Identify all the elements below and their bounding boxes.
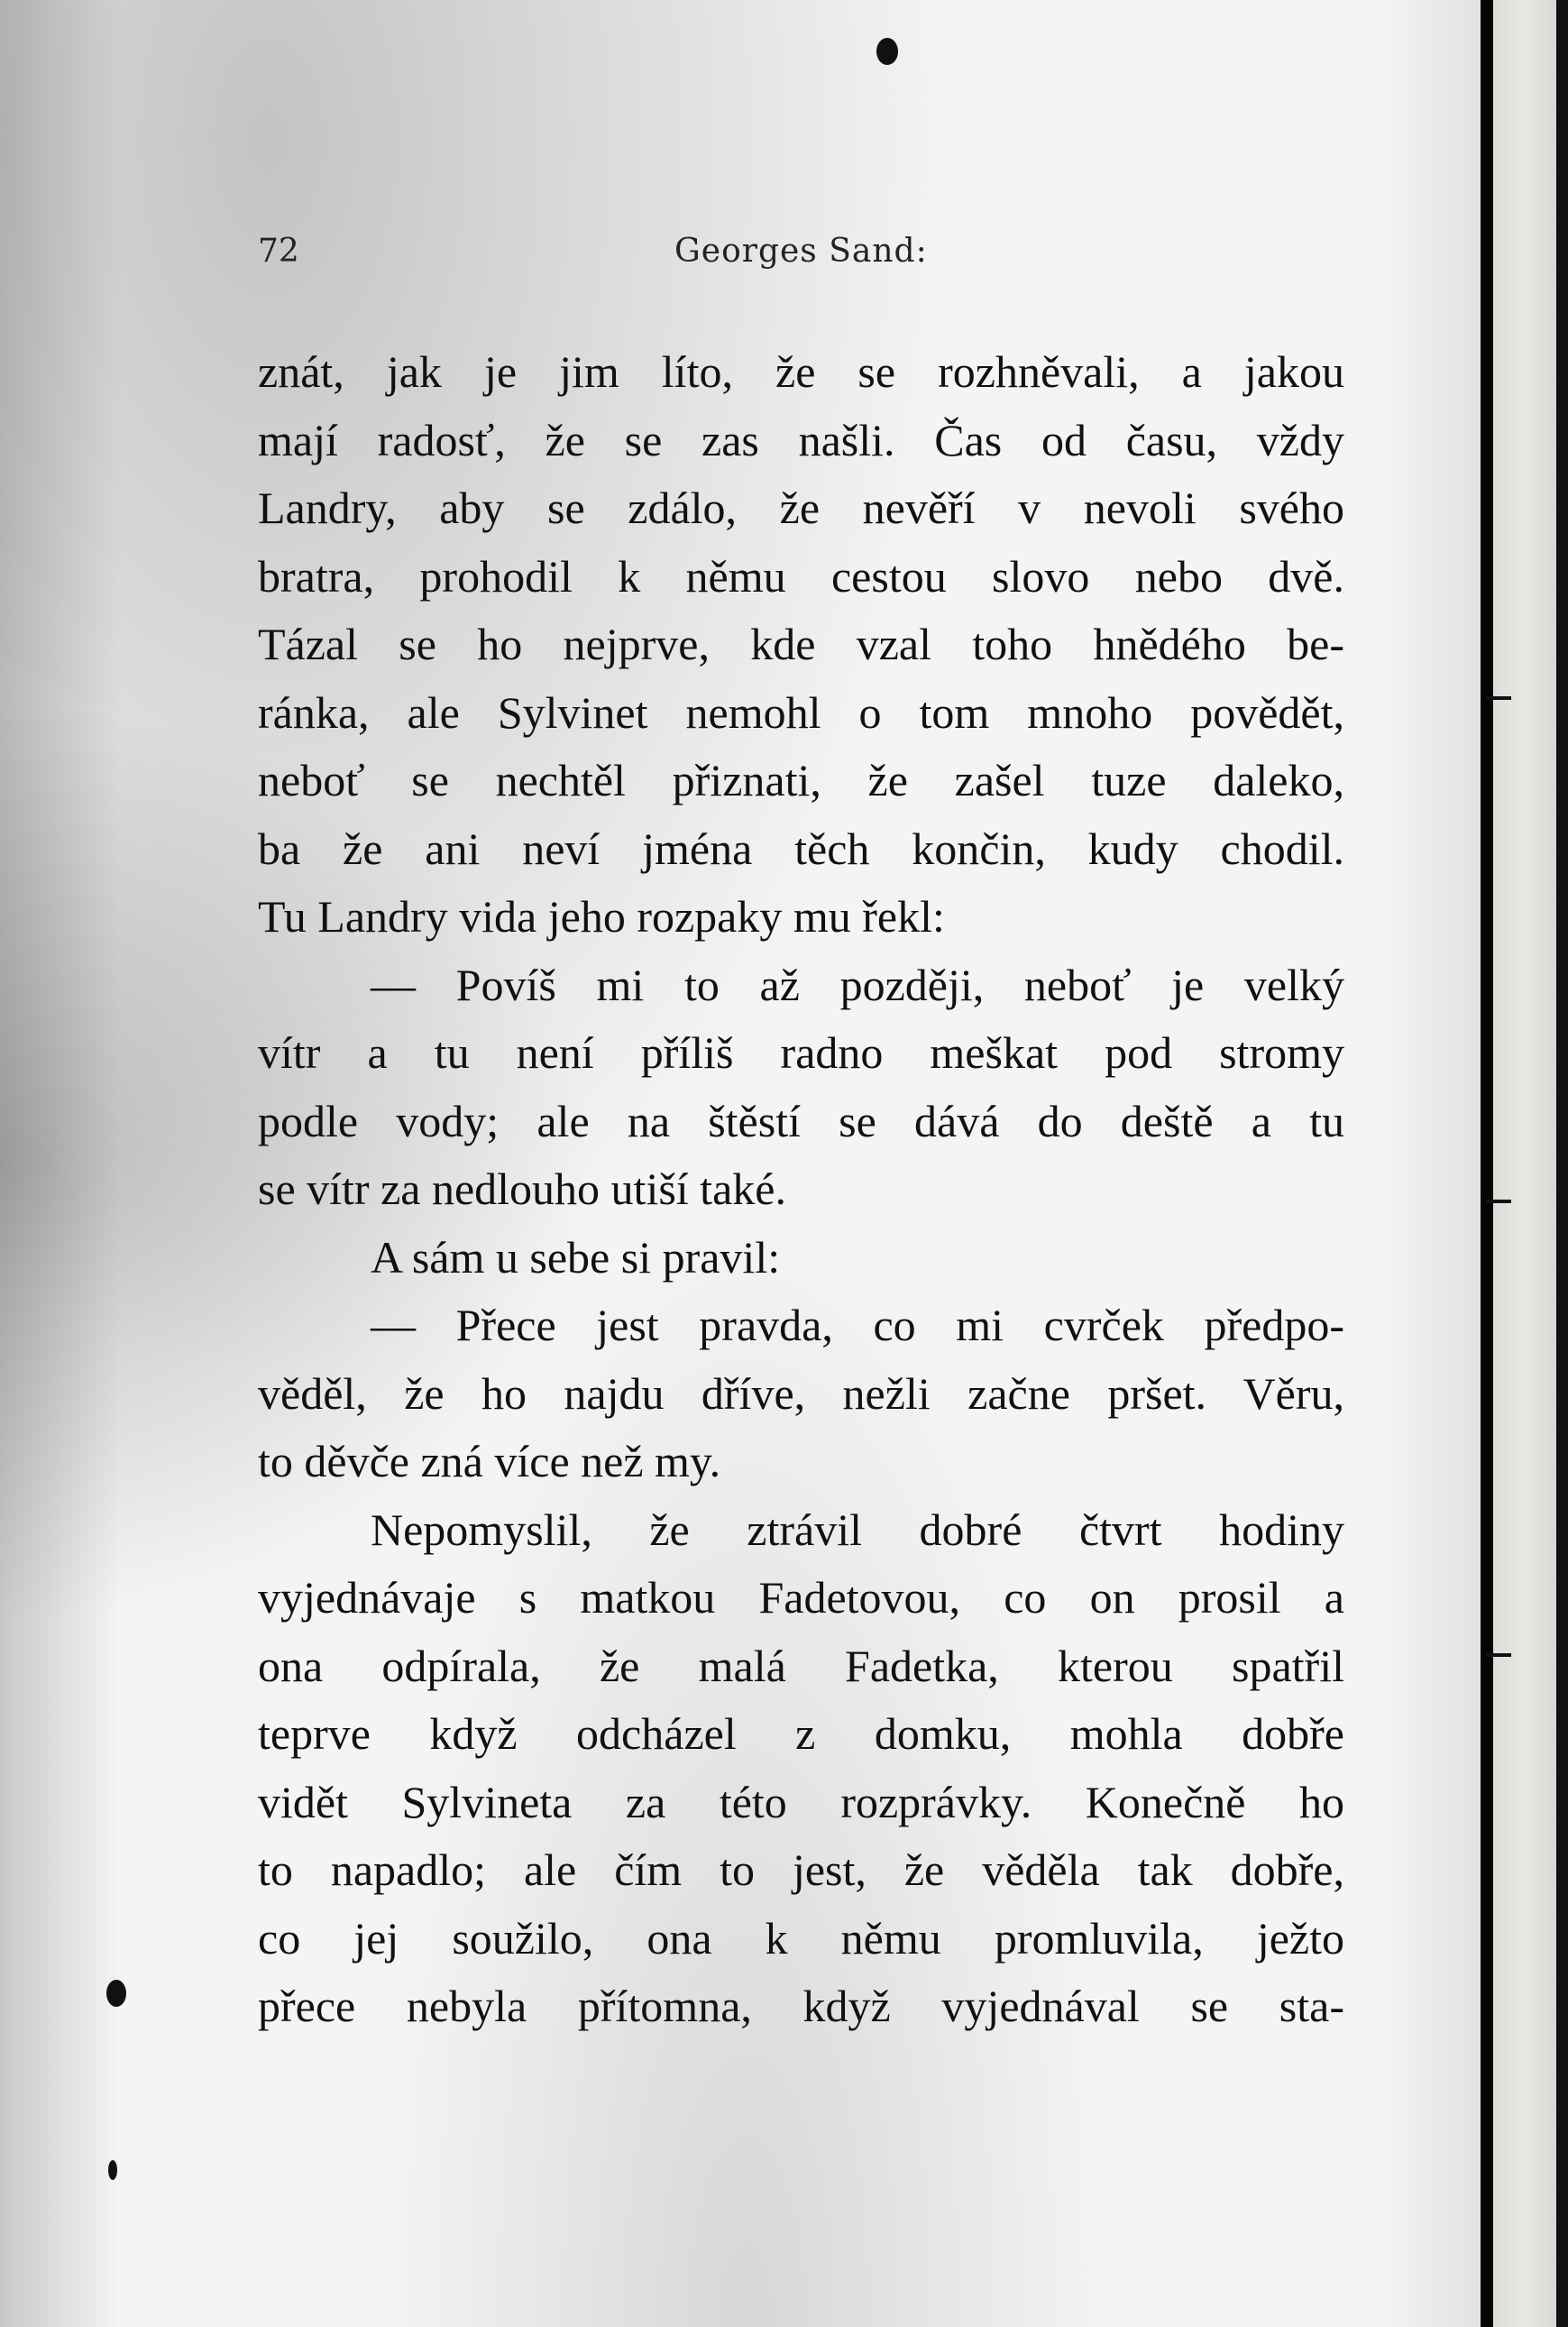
text-line: podle vody; ale na štěstí se dává do deště a tu [258, 1095, 1344, 1146]
text-line: znát, jak je jim líto, že se rozhněvali, a jakou [258, 346, 1344, 397]
text-line: se vítr za nedlouho utiší také. [258, 1164, 786, 1214]
text-line: — Přece jest pravda, co mi cvrček předpo- [371, 1300, 1344, 1350]
page-spine [1481, 0, 1493, 2327]
text-line: to napadlo; ale čím to jest, že věděla tak dobře, [258, 1844, 1344, 1895]
text-line: co jej soužilo, ona k němu promluvila, ježto [258, 1912, 1344, 1964]
ink-speck [876, 38, 898, 65]
text-line: Tázal se ho nejprve, kde vzal toho hnědého be- [258, 619, 1344, 669]
text-line: teprve když odcházel z domku, mohla dobře [258, 1708, 1344, 1759]
text-line: ba že ani neví jména těch končin, kudy chodil. [258, 823, 1344, 874]
text-line: Landry, aby se zdálo, že nevěří v nevoli svého [258, 483, 1344, 533]
text-line: vidět Sylvineta za této rozprávky. Konečně ho [258, 1776, 1344, 1827]
text-line: Nepomyslil, že ztrávil dobré čtvrt hodiny [371, 1504, 1344, 1555]
binding-mark [1486, 696, 1511, 700]
text-line: bratra, prohodil k němu cestou slovo nebo dvě. [258, 550, 1344, 602]
scan-edge [1556, 0, 1568, 2327]
binding-mark [1486, 1653, 1511, 1657]
text-line: Tu Landry vida jeho rozpaky mu řekl: [258, 891, 945, 942]
text-line: vítr a tu není příliš radno meškat pod stromy [258, 1027, 1344, 1078]
next-page-edge [1493, 0, 1568, 2327]
text-line: mají radosť, že se zas našli. Čas od času, vždy [258, 414, 1344, 465]
page-header [258, 233, 1358, 287]
text-line: ona odpírala, že malá Fadetka, kterou spatřil [258, 1640, 1344, 1691]
text-line: A sám u sebe si pravil: [371, 1231, 781, 1283]
body-text [258, 338, 1344, 2041]
binding-mark [1486, 1200, 1511, 1203]
text-line: to děvče zná více než my. [258, 1436, 721, 1486]
ink-speck [108, 2160, 117, 2180]
text-line: vyjednávaje s matkou Fadetovou, co on prosil a [258, 1572, 1344, 1623]
ink-speck [106, 1980, 126, 2007]
text-line: — Povíš mi to až později, neboť je velký [371, 959, 1344, 1010]
text-line: věděl, že ho najdu dříve, nežli začne pršet. Věru, [258, 1367, 1344, 1419]
text-line: přece nebyla přítomna, když vyjednával se sta- [258, 1981, 1344, 2031]
page-number: 72 [258, 233, 299, 270]
running-title: Georges Sand: [674, 233, 928, 270]
text-line: neboť se nechtěl přiznati, že zašel tuze daleko, [258, 755, 1344, 805]
text-line: ránka, ale Sylvinet nemohl o tom mnoho povědět, [258, 686, 1344, 738]
